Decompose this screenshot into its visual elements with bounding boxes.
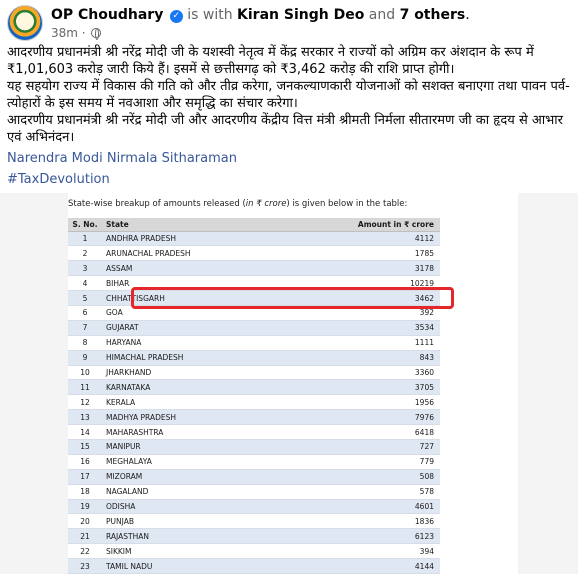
cell-sno: 12 xyxy=(68,395,102,410)
mention-links[interactable]: Narendra Modi Nirmala Sitharaman xyxy=(7,151,237,166)
cell-state: SIKKIM xyxy=(102,544,297,559)
cell-state: HARYANA xyxy=(102,335,297,350)
header-state: State xyxy=(102,218,297,231)
cell-state: RAJASTHAN xyxy=(102,529,297,544)
table-row xyxy=(68,559,440,574)
cell-sno: 2 xyxy=(68,246,102,261)
cell-sno: 22 xyxy=(68,544,102,559)
header-amount: Amount in ₹ crore xyxy=(297,218,440,231)
table-row xyxy=(68,439,440,454)
cell-sno: 11 xyxy=(68,380,102,395)
post-paragraph-2: यह सहयोग राज्य में विकास की गति को और तीव्र करेगा, जनकल्याणकारी योजनाओं को सशक्त बनाएगा तथा पावन पर्व-त्योहारों के इस समय में नवआशा और समृद्धि का संचार करेगा। xyxy=(7,79,570,111)
post-links xyxy=(7,148,237,190)
author-avatar[interactable] xyxy=(7,5,43,41)
table-header-row xyxy=(68,218,440,231)
author-line-period: . xyxy=(465,7,470,23)
cell-state: PUNJAB xyxy=(102,514,297,529)
table-body xyxy=(68,231,440,573)
author-line xyxy=(51,7,470,23)
cell-amount: 578 xyxy=(297,484,440,499)
verified-badge-icon: ✓ xyxy=(170,10,183,23)
cell-sno: 13 xyxy=(68,410,102,425)
table-row xyxy=(68,454,440,469)
table-row xyxy=(68,350,440,365)
highlight-box-chhattisgarh xyxy=(131,287,454,309)
cell-sno: 1 xyxy=(68,231,102,246)
post-paragraph-1: आदरणीय प्रधानमंत्री श्री नरेंद्र मोदी जी के यशस्वी नेतृत्व में केंद्र सरकार ने राज्यों को अग्रिम कर अंशदान के रूप में ₹1,01,603 करोड़ जारी किये हैं। इसमें से छत्तीसगढ़ को ₹3,462 करोड़ की राशि प्राप्त होगी। xyxy=(7,45,534,77)
cell-state: NAGALAND xyxy=(102,484,297,499)
table-row xyxy=(68,514,440,529)
cell-sno: 7 xyxy=(68,320,102,335)
cell-sno: 8 xyxy=(68,335,102,350)
post-image[interactable] xyxy=(0,193,578,574)
table-row xyxy=(68,425,440,440)
table-row xyxy=(68,261,440,276)
table-row xyxy=(68,246,440,261)
cell-amount: 4144 xyxy=(297,559,440,574)
cell-amount: 1836 xyxy=(297,514,440,529)
table-row xyxy=(68,365,440,380)
cell-sno: 20 xyxy=(68,514,102,529)
cell-state: ODISHA xyxy=(102,499,297,514)
post-meta xyxy=(51,26,101,40)
cell-state: MAHARASHTRA xyxy=(102,425,297,440)
cell-amount: 4601 xyxy=(297,499,440,514)
caption-end: ) is given below in the table: xyxy=(286,199,408,209)
cell-state: MANIPUR xyxy=(102,439,297,454)
post-text xyxy=(7,44,572,146)
caption-start: State-wise breakup of amounts released ( xyxy=(68,199,246,209)
cell-sno: 18 xyxy=(68,484,102,499)
cell-amount: 1956 xyxy=(297,395,440,410)
cell-sno: 16 xyxy=(68,454,102,469)
cell-amount: 1111 xyxy=(297,335,440,350)
table-row xyxy=(68,395,440,410)
cell-amount: 508 xyxy=(297,469,440,484)
tagged-person[interactable]: Kiran Singh Deo xyxy=(237,7,365,23)
cell-amount: 1785 xyxy=(297,246,440,261)
table-row xyxy=(68,380,440,395)
cell-sno: 17 xyxy=(68,469,102,484)
table-row xyxy=(68,320,440,335)
cell-amount: 3705 xyxy=(297,380,440,395)
cell-sno: 3 xyxy=(68,261,102,276)
table-row xyxy=(68,231,440,246)
table-row xyxy=(68,499,440,514)
cell-state: MADHYA PRADESH xyxy=(102,410,297,425)
cell-sno: 21 xyxy=(68,529,102,544)
post-header xyxy=(7,5,567,43)
image-caption xyxy=(68,199,407,209)
cell-amount: 7976 xyxy=(297,410,440,425)
cell-amount: 10219 xyxy=(297,276,440,291)
cell-state: TAMIL NADU xyxy=(102,559,297,574)
hashtag-link[interactable]: #TaxDevolution xyxy=(7,172,110,187)
cell-amount: 3360 xyxy=(297,365,440,380)
cell-state: BIHAR xyxy=(102,276,297,291)
header-sno: S. No. xyxy=(68,218,102,231)
cell-sno: 4 xyxy=(68,276,102,291)
cell-amount: 779 xyxy=(297,454,440,469)
cell-state: MEGHALAYA xyxy=(102,454,297,469)
cell-state: ASSAM xyxy=(102,261,297,276)
with-text: is with xyxy=(187,7,233,23)
cell-state: KARNATAKA xyxy=(102,380,297,395)
meta-separator: · xyxy=(81,26,86,40)
cell-amount: 394 xyxy=(297,544,440,559)
table-row xyxy=(68,469,440,484)
public-globe-icon xyxy=(91,28,101,38)
cell-state: HIMACHAL PRADESH xyxy=(102,350,297,365)
cell-amount: 843 xyxy=(297,350,440,365)
cell-sno: 14 xyxy=(68,425,102,440)
cell-state: JHARKHAND xyxy=(102,365,297,380)
cell-amount: 727 xyxy=(297,439,440,454)
post-time[interactable]: 38m xyxy=(51,26,78,40)
post-paragraph-3: आदरणीय प्रधानमंत्री श्री नरेंद्र मोदी जी और आदरणीय केंद्रीय वित्त मंत्री श्रीमती निर्मला सीतारमण जी का हृदय से आभार एवं अभिनंदन। xyxy=(7,113,563,145)
and-text: and xyxy=(368,7,396,23)
cell-sno: 19 xyxy=(68,499,102,514)
cell-state: KERALA xyxy=(102,395,297,410)
cell-sno: 5 xyxy=(68,291,102,306)
table-row xyxy=(68,484,440,499)
cell-state: GOA xyxy=(102,305,297,320)
cell-state: ANDHRA PRADESH xyxy=(102,231,297,246)
table-row xyxy=(68,544,440,559)
cell-amount: 6418 xyxy=(297,425,440,440)
cell-sno: 23 xyxy=(68,559,102,574)
cell-amount: 3534 xyxy=(297,320,440,335)
cell-amount: 3462 xyxy=(297,291,440,306)
cell-state: ARUNACHAL PRADESH xyxy=(102,246,297,261)
cell-amount: 3178 xyxy=(297,261,440,276)
caption-unit: in ₹ crore xyxy=(245,199,287,209)
cell-amount: 392 xyxy=(297,305,440,320)
cell-amount: 4112 xyxy=(297,231,440,246)
cell-amount: 6123 xyxy=(297,529,440,544)
cell-sno: 6 xyxy=(68,305,102,320)
cell-sno: 15 xyxy=(68,439,102,454)
cell-sno: 10 xyxy=(68,365,102,380)
cell-state: GUJARAT xyxy=(102,320,297,335)
cell-state: CHHATTISGARH xyxy=(102,291,297,306)
cell-sno: 9 xyxy=(68,350,102,365)
state-amount-table xyxy=(68,218,440,574)
tagged-others[interactable]: 7 others xyxy=(399,7,466,23)
cell-state: MIZORAM xyxy=(102,469,297,484)
table-row xyxy=(68,410,440,425)
table-row xyxy=(68,335,440,350)
table-row xyxy=(68,529,440,544)
author-name[interactable]: OP Choudhary xyxy=(51,7,164,23)
